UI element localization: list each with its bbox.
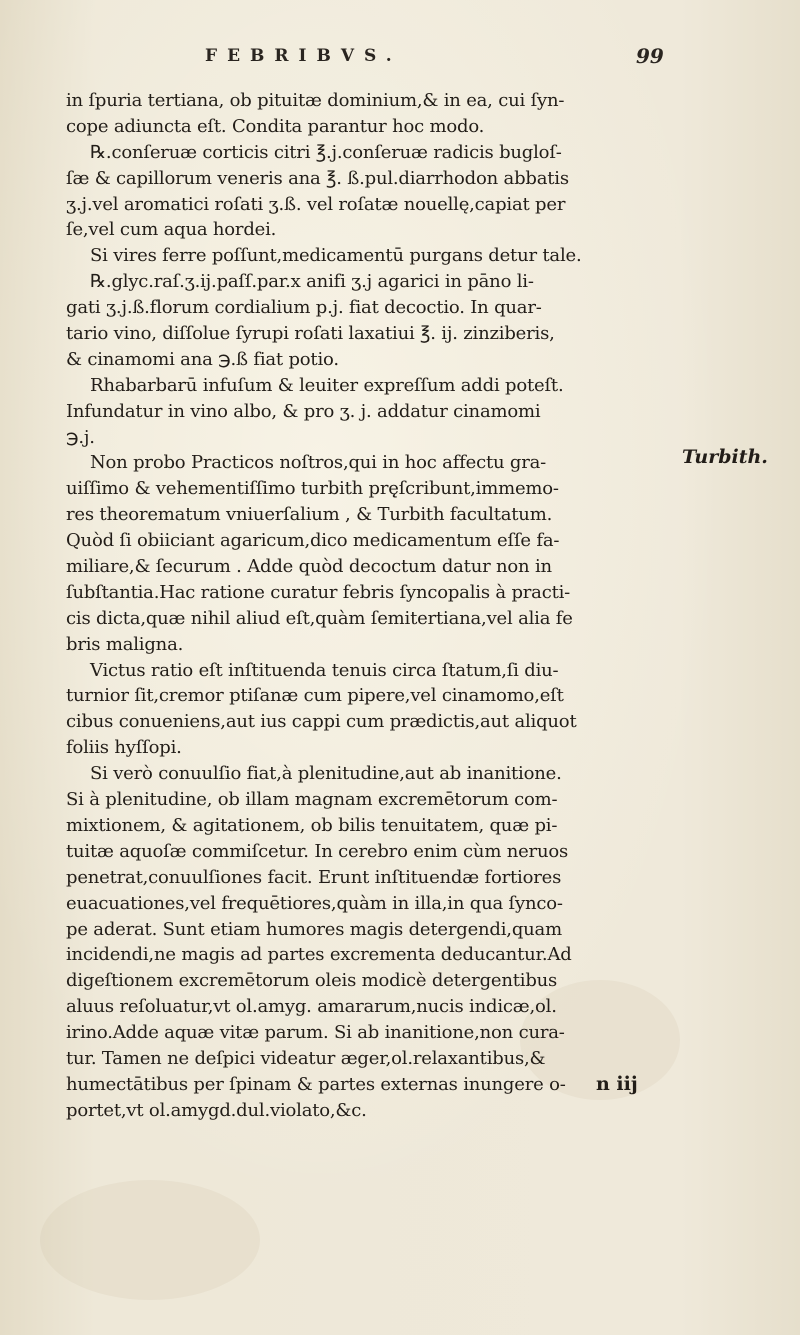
- text-line: bris maligna.: [66, 633, 184, 655]
- text-line: digeſtionem excremētorum oleis modicè detergentibus: [66, 970, 558, 992]
- text-line: ſubſtantia.Hac ratione curatur febris ſyncopalis à practi-: [66, 581, 571, 603]
- text-line: ſe,vel cum aqua hordei.: [66, 219, 277, 241]
- text-line: in ſpuria tertiana, ob pituitæ dominium,& in ea, cui ſyn-: [66, 90, 565, 111]
- text-line: ℈.j.: [66, 426, 95, 448]
- text-line: turnior ſit,cremor ptiſanæ cum pipere,vel cinamomo,eſt: [66, 685, 564, 707]
- text-line: aluus reſoluatur,vt ol.amyg. amararum,nucis indicæ,ol.: [66, 996, 557, 1018]
- text-line: uiſſimo & vehementiſſimo turbith prę̨ſcribunt,immemo-: [66, 478, 559, 500]
- text-line: ʒ.j.vel aromatici roſati ʒ.ß. vel roſatæ nouellę,capiat per: [66, 193, 566, 215]
- text-line: foliis hyſſopi.: [66, 737, 182, 759]
- text-line: Si à plenitudine, ob illam magnam excremētorum com-: [66, 789, 558, 811]
- text-line: pe aderat. Sunt etiam humores magis detergendi,quam: [66, 918, 562, 940]
- text-line: Victus ratio eſt inſtituenda tenuis circa ſtatum,ſi diu-: [90, 659, 559, 681]
- body-text: [66, 88, 686, 1124]
- text-line: Rhabarbarū infuſum & leuiter expreſſum addi poteſt.: [90, 374, 564, 396]
- text-line: incidendi,ne magis ad partes excrementa deducantur.Ad: [66, 944, 572, 966]
- text-line: gati ʒ.j.ß.florum cordialium p.j. fiat decoctio. In quar-: [66, 297, 542, 319]
- signature-mark: n iij: [596, 1073, 638, 1095]
- running-head: [0, 46, 800, 76]
- text-line: tur. Tamen ne deſpici videatur æger,ol.relaxantibus,&: [66, 1047, 546, 1069]
- text-line: cibus conueniens,aut ius cappi cum prædictis,aut aliquot: [66, 711, 577, 733]
- text-line: ℞.conſeruæ corticis citri ℥.j.conſeruæ radicis bugloſ-: [90, 141, 562, 163]
- text-line: irino.Adde aquæ vitæ parum. Si ab inanitione,non cura-: [66, 1022, 565, 1044]
- text-line: cis dicta,quæ nihil aliud eſt,quàm ſemitertiana,vel alia fe: [66, 607, 573, 629]
- text-line: Quòd ſi obiiciant agaricum,dico medicamentum eſſe fa-: [66, 530, 560, 552]
- text-line: miliare,& ſecurum . Adde quòd decoctum datur non in: [66, 556, 552, 578]
- text-line: ℞.glyc.raſ.ʒ.ij.paſſ.par.x anifi ʒ.j agarici in pāno li-: [90, 271, 534, 293]
- text-line: Si vires ferre poſſunt,medicamentū purgans detur tale.: [90, 245, 582, 267]
- text-line: cope adiuncta eſt. Condita parantur hoc modo.: [66, 115, 485, 137]
- text-line: & cinamomi ana ℈.ß fiat potio.: [66, 348, 339, 370]
- text-line: portet,vt ol.amygd.dul.violato,&c.: [66, 1099, 367, 1121]
- text-line: mixtionem, & agitationem, ob bilis tenuitatem, quæ pi-: [66, 814, 558, 836]
- text-line: Non probo Practicos noſtros,qui in hoc affectu gra-: [90, 452, 547, 474]
- text-line: Si verò conuulſio fiat,à plenitudine,aut ab inanitione.: [90, 763, 562, 785]
- text-line: tuitæ aquoſæ commiſcetur. In cerebro enim cùm neruos: [66, 840, 569, 862]
- running-title: FEBRIBVS.: [205, 46, 402, 66]
- text-line: Infundatur in vino albo, & pro ʒ. j. addatur cinamomi: [66, 400, 541, 422]
- margin-note: Turbith.: [682, 446, 768, 468]
- text-line: tario vino, diſſolue ſyrupi roſati laxatiui ℥. ij. zinziberis,: [66, 323, 555, 345]
- text-line: ſæ & capillorum veneris ana ℥. ß.pul.diarrhodon abbatis: [66, 167, 569, 189]
- text-line: euacuationes,vel frequētiores,quàm in illa,in qua ſynco-: [66, 892, 563, 914]
- paper-stain: [40, 1180, 260, 1300]
- text-line: res theorematum vniuerſalium , & Turbith facultatum.: [66, 504, 553, 526]
- page-number: 99: [636, 44, 664, 68]
- text-line: humectātibus per ſpinam & partes externas inungere o-: [66, 1073, 566, 1095]
- text-line: penetrat,conuulſiones facit. Erunt inſtituendæ fortiores: [66, 866, 562, 888]
